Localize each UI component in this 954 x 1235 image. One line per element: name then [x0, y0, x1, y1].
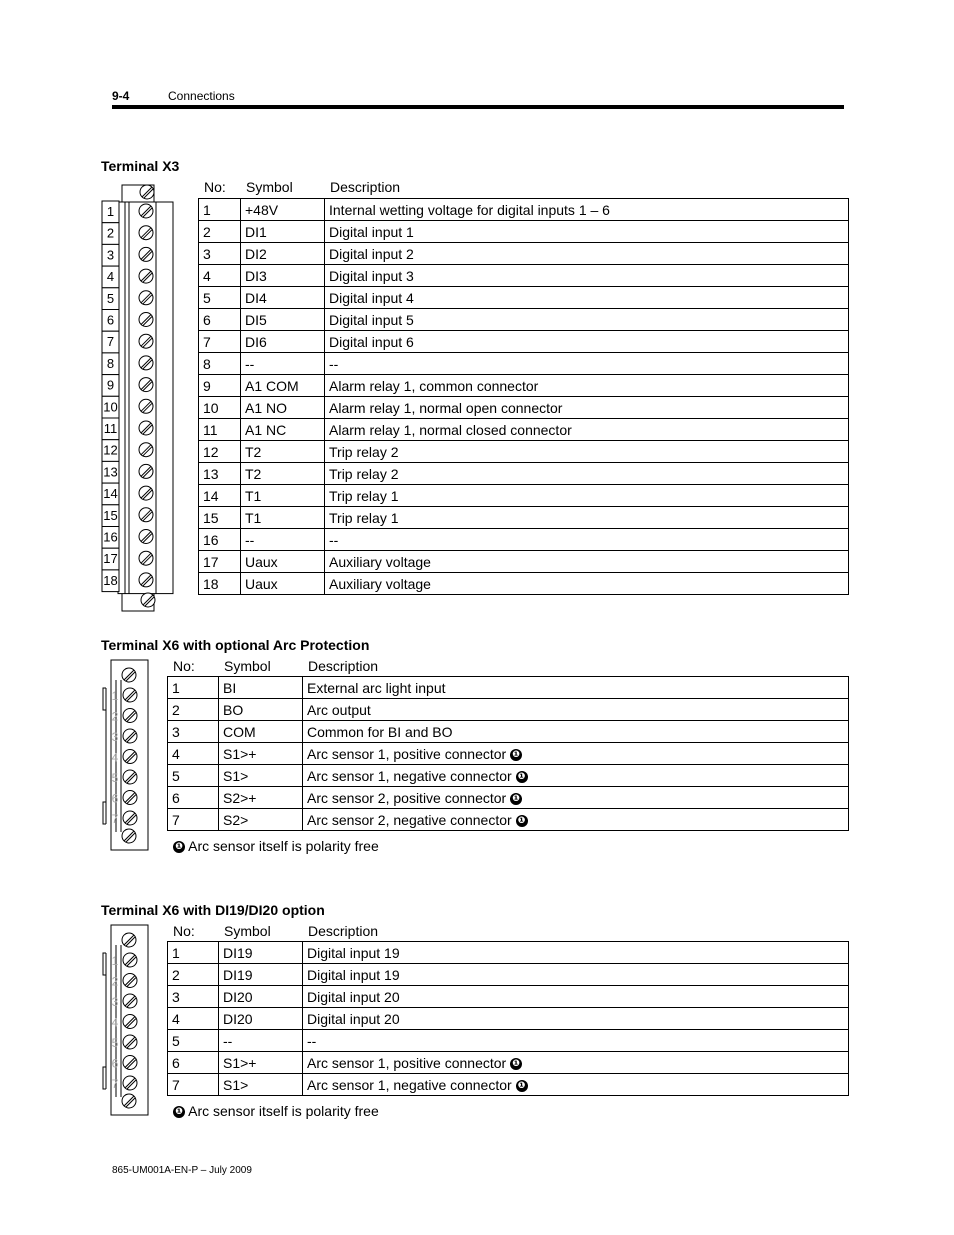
table-row	[199, 485, 849, 507]
description-text: External arc light input	[307, 679, 446, 696]
pin-number-label: 6	[111, 791, 119, 806]
terminal-number: 3	[168, 986, 219, 1008]
page-number: 9-4	[112, 89, 130, 103]
note-marker-icon: ❶	[510, 749, 522, 761]
terminal-number: 7	[168, 1074, 219, 1096]
pin-number-label: 9	[106, 377, 115, 393]
terminal-symbol: S2>+	[219, 787, 303, 809]
terminal-number: 2	[168, 964, 219, 986]
terminal-description	[325, 265, 849, 287]
terminal-number: 2	[168, 699, 219, 721]
terminal-number: 4	[168, 1008, 219, 1030]
description-text: Digital input 20	[307, 1010, 400, 1027]
terminal-x6-arc-table	[167, 676, 849, 831]
terminal-symbol: --	[219, 1030, 303, 1052]
table-row	[199, 397, 849, 419]
terminal-number: 4	[199, 265, 241, 287]
terminal-x6-di-connector-diagram	[98, 925, 168, 1125]
terminal-x3-title: Terminal X3	[101, 158, 180, 174]
table-row	[168, 1074, 849, 1096]
pin-number-label: 17	[103, 551, 118, 567]
x6d-col-description: Description	[308, 923, 379, 939]
terminal-description	[325, 375, 849, 397]
terminal-description	[325, 199, 849, 221]
terminal-number: 3	[199, 243, 241, 265]
x6-arc-footnote	[173, 838, 379, 854]
terminal-number: 3	[168, 721, 219, 743]
terminal-symbol: DI20	[219, 986, 303, 1008]
pin-number-label: 7	[106, 334, 115, 350]
description-text: Arc sensor 2, negative connector	[307, 811, 512, 828]
terminal-number: 4	[168, 743, 219, 765]
terminal-symbol: DI19	[219, 964, 303, 986]
description-text: Digital input 4	[329, 289, 414, 306]
terminal-description	[325, 287, 849, 309]
description-text: Trip relay 1	[329, 509, 399, 526]
terminal-symbol: DI19	[219, 942, 303, 964]
pin-number-label: 14	[103, 486, 118, 502]
terminal-symbol: DI6	[241, 331, 325, 353]
pin-number-label: 13	[103, 464, 118, 480]
note-marker-icon: ❶	[510, 793, 522, 805]
table-row	[199, 287, 849, 309]
terminal-description	[325, 419, 849, 441]
pin-number-label: 11	[103, 421, 118, 436]
table-row	[168, 721, 849, 743]
terminal-description	[303, 787, 849, 809]
table-row	[199, 353, 849, 375]
pin-number-label: 3	[111, 730, 119, 744]
description-text: Digital input 19	[307, 966, 400, 983]
terminal-symbol: S1>+	[219, 1052, 303, 1074]
terminal-number: 6	[168, 1052, 219, 1074]
pin-number-label: 1	[106, 204, 115, 219]
table-row	[199, 309, 849, 331]
table-row	[199, 221, 849, 243]
terminal-description	[325, 463, 849, 485]
terminal-x6-arc-connector-diagram	[98, 660, 168, 860]
terminal-description	[303, 721, 849, 743]
description-text: Arc sensor 1, negative connector	[307, 767, 512, 784]
terminal-number: 17	[199, 551, 241, 573]
terminal-description	[325, 397, 849, 419]
table-row	[168, 942, 849, 964]
description-text: Arc sensor 1, positive connector	[307, 745, 507, 762]
description-text: Arc sensor 1, negative connector	[307, 1076, 512, 1093]
table-row	[199, 375, 849, 397]
table-row	[199, 529, 849, 551]
description-text: Digital input 20	[307, 988, 400, 1005]
terminal-description	[325, 243, 849, 265]
terminal-number: 1	[168, 942, 219, 964]
pin-number-label: 6	[106, 312, 115, 328]
pin-number-label: 2	[106, 225, 115, 241]
pin-number-label: 6	[111, 1056, 119, 1071]
section-name: Connections	[168, 89, 235, 103]
terminal-x3-table	[198, 198, 849, 595]
table-row	[168, 1052, 849, 1074]
terminal-symbol: DI4	[241, 287, 325, 309]
terminal-symbol: Uaux	[241, 573, 325, 595]
document-footer: 865-UM001A-EN-P – July 2009	[112, 1165, 252, 1176]
terminal-number: 16	[199, 529, 241, 551]
terminal-description	[303, 1008, 849, 1030]
pin-number-label: 5	[111, 771, 119, 785]
x6-arc-note-text: Arc sensor itself is polarity free	[188, 838, 379, 854]
description-text: Trip relay 1	[329, 487, 399, 504]
terminal-description	[325, 441, 849, 463]
x6a-col-symbol: Symbol	[224, 658, 271, 674]
terminal-symbol: DI3	[241, 265, 325, 287]
table-row	[168, 986, 849, 1008]
terminal-description	[325, 353, 849, 375]
terminal-number: 11	[199, 419, 241, 441]
x6d-col-symbol: Symbol	[224, 923, 271, 939]
terminal-description	[303, 1074, 849, 1096]
terminal-number: 6	[199, 309, 241, 331]
note-marker-icon: ❶	[173, 1106, 185, 1118]
description-text: Auxiliary voltage	[329, 553, 431, 570]
description-text: Digital input 3	[329, 267, 414, 284]
table-row	[199, 463, 849, 485]
description-text: Digital input 2	[329, 245, 414, 262]
pin-number-label: 5	[106, 290, 115, 306]
note-marker-icon: ❶	[173, 841, 185, 853]
terminal-number: 13	[199, 463, 241, 485]
x3-col-symbol: Symbol	[246, 179, 293, 195]
terminal-symbol: --	[241, 529, 325, 551]
table-row	[199, 507, 849, 529]
terminal-symbol: Uaux	[241, 551, 325, 573]
terminal-symbol: BO	[219, 699, 303, 721]
terminal-symbol: --	[241, 353, 325, 375]
x6a-col-description: Description	[308, 658, 379, 674]
table-row	[168, 787, 849, 809]
terminal-symbol: DI5	[241, 309, 325, 331]
terminal-description	[303, 1052, 849, 1074]
pin-number-label: 1	[111, 954, 119, 968]
x6a-col-no: No:	[173, 658, 195, 674]
pin-number-label: 1	[111, 689, 119, 703]
terminal-description	[303, 942, 849, 964]
pin-number-label: 2	[111, 974, 119, 989]
pin-number-label: 8	[106, 355, 115, 371]
pin-number-label: 18	[103, 572, 118, 588]
note-marker-icon: ❶	[516, 1080, 528, 1092]
terminal-description	[325, 573, 849, 595]
terminal-description	[325, 529, 849, 551]
table-row	[199, 441, 849, 463]
table-row	[199, 199, 849, 221]
terminal-x3-connector-diagram	[98, 180, 178, 620]
table-row	[199, 243, 849, 265]
terminal-description	[325, 221, 849, 243]
description-text: Auxiliary voltage	[329, 575, 431, 592]
description-text: --	[329, 355, 339, 372]
terminal-symbol: S1>+	[219, 743, 303, 765]
terminal-symbol: T1	[241, 507, 325, 529]
table-row	[168, 809, 849, 831]
terminal-number: 2	[199, 221, 241, 243]
table-row	[199, 573, 849, 595]
pin-number-label: 4	[106, 269, 115, 285]
description-text: Alarm relay 1, normal closed connector	[329, 421, 572, 438]
pin-number-label: 5	[111, 1036, 119, 1050]
terminal-number: 7	[199, 331, 241, 353]
table-row	[168, 743, 849, 765]
description-text: Digital input 1	[329, 223, 414, 240]
terminal-number: 10	[199, 397, 241, 419]
terminal-number: 9	[199, 375, 241, 397]
terminal-symbol: T1	[241, 485, 325, 507]
terminal-symbol: BI	[219, 677, 303, 699]
note-marker-icon: ❶	[510, 1058, 522, 1070]
terminal-number: 8	[199, 353, 241, 375]
description-text: Internal wetting voltage for digital inputs 1 – 6	[329, 201, 610, 218]
terminal-symbol: A1 COM	[241, 375, 325, 397]
pin-number-label: 15	[103, 507, 118, 523]
x6d-col-no: No:	[173, 923, 195, 939]
table-row	[168, 677, 849, 699]
terminal-x6-di-table	[167, 941, 849, 1096]
terminal-number: 5	[168, 765, 219, 787]
pin-number-label: 2	[111, 709, 119, 724]
terminal-symbol: COM	[219, 721, 303, 743]
terminal-description	[325, 331, 849, 353]
terminal-description	[303, 964, 849, 986]
description-text: --	[329, 531, 339, 548]
terminal-description	[303, 809, 849, 831]
terminal-symbol: A1 NC	[241, 419, 325, 441]
header-rule	[112, 105, 844, 109]
note-marker-icon: ❶	[516, 771, 528, 783]
description-text: Alarm relay 1, common connector	[329, 377, 539, 394]
description-text: Trip relay 2	[329, 465, 399, 482]
terminal-description	[325, 551, 849, 573]
terminal-description	[303, 699, 849, 721]
terminal-symbol: S1>	[219, 1074, 303, 1096]
pin-number-label: 3	[111, 995, 119, 1009]
terminal-number: 5	[199, 287, 241, 309]
terminal-symbol: S1>	[219, 765, 303, 787]
terminal-number: 7	[168, 809, 219, 831]
x6-di-footnote	[173, 1103, 379, 1119]
description-text: Digital input 5	[329, 311, 414, 328]
terminal-number: 1	[199, 199, 241, 221]
note-marker-icon: ❶	[516, 815, 528, 827]
table-row	[168, 1030, 849, 1052]
terminal-symbol: DI20	[219, 1008, 303, 1030]
table-row	[199, 551, 849, 573]
terminal-symbol: T2	[241, 463, 325, 485]
terminal-symbol: A1 NO	[241, 397, 325, 419]
description-text: Digital input 19	[307, 944, 400, 961]
terminal-x6-di-title: Terminal X6 with DI19/DI20 option	[101, 902, 325, 918]
terminal-description	[325, 507, 849, 529]
pin-number-label: 4	[111, 750, 119, 765]
terminal-symbol: T2	[241, 441, 325, 463]
terminal-description	[303, 743, 849, 765]
terminal-symbol: DI1	[241, 221, 325, 243]
terminal-description	[325, 485, 849, 507]
terminal-description	[303, 677, 849, 699]
description-text: --	[307, 1032, 317, 1049]
terminal-number: 15	[199, 507, 241, 529]
terminal-description	[303, 1030, 849, 1052]
terminal-x6-arc-title: Terminal X6 with optional Arc Protection	[101, 637, 370, 653]
table-row	[199, 265, 849, 287]
description-text: Trip relay 2	[329, 443, 399, 460]
description-text: Arc sensor 1, positive connector	[307, 1054, 507, 1071]
x3-col-description: Description	[330, 179, 401, 195]
terminal-description	[325, 309, 849, 331]
description-text: Arc output	[307, 701, 371, 718]
terminal-number: 6	[168, 787, 219, 809]
terminal-symbol: +48V	[241, 199, 325, 221]
table-row	[168, 765, 849, 787]
pin-number-label: 10	[103, 399, 118, 415]
terminal-number: 12	[199, 441, 241, 463]
terminal-description	[303, 765, 849, 787]
description-text: Alarm relay 1, normal open connector	[329, 399, 563, 416]
terminal-number: 5	[168, 1030, 219, 1052]
pin-number-label: 16	[103, 529, 118, 545]
description-text: Common for BI and BO	[307, 723, 453, 740]
table-row	[168, 964, 849, 986]
terminal-symbol: DI2	[241, 243, 325, 265]
table-row	[199, 419, 849, 441]
pin-number-label: 7	[111, 1077, 119, 1091]
pin-number-label: 4	[111, 1015, 119, 1030]
table-row	[168, 1008, 849, 1030]
description-text: Arc sensor 2, positive connector	[307, 789, 507, 806]
terminal-symbol: S2>	[219, 809, 303, 831]
table-row	[168, 699, 849, 721]
pin-number-label: 12	[103, 442, 118, 458]
x3-col-no: No:	[204, 179, 226, 195]
description-text: Digital input 6	[329, 333, 414, 350]
terminal-description	[303, 986, 849, 1008]
pin-number-label: 3	[106, 247, 115, 263]
x6-di-note-text: Arc sensor itself is polarity free	[188, 1103, 379, 1119]
terminal-number: 14	[199, 485, 241, 507]
terminal-number: 1	[168, 677, 219, 699]
terminal-number: 18	[199, 573, 241, 595]
pin-number-label: 7	[111, 812, 119, 826]
table-row	[199, 331, 849, 353]
